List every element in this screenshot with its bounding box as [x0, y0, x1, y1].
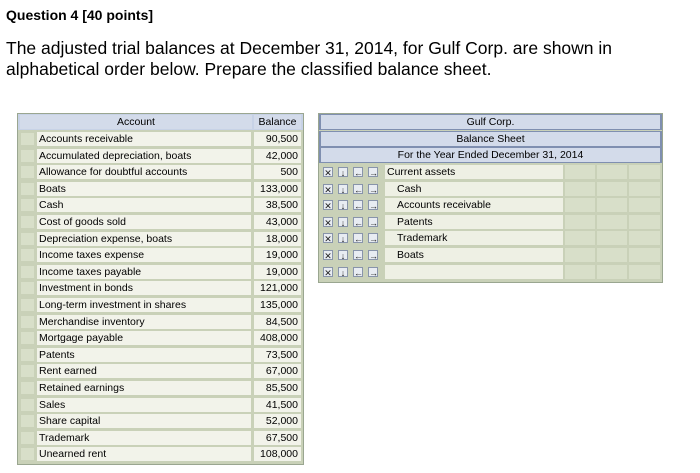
row-selector[interactable]	[21, 299, 34, 311]
indent-icon[interactable]: →	[369, 251, 378, 261]
table-row	[18, 164, 303, 180]
amount-cell[interactable]	[565, 165, 595, 179]
question-text: The adjusted trial balances at December 31, 2014, for Gulf Corp. are shown in alphabetical order below. Prepare the classified balance sheet.	[6, 38, 613, 79]
indent-icon[interactable]: →	[369, 267, 378, 278]
indent-icon[interactable]: →	[369, 217, 378, 228]
delete-row-icon[interactable]: ✕	[324, 251, 332, 261]
line-item-label[interactable]: Patents	[385, 215, 563, 229]
outdent-icon[interactable]: ←	[354, 267, 363, 278]
account-cell: Cost of goods sold	[37, 215, 251, 229]
account-cell: Investment in bonds	[37, 281, 251, 295]
account-cell: Accumulated depreciation, boats	[37, 149, 251, 163]
indent-icon[interactable]: →	[369, 184, 378, 195]
delete-row-icon[interactable]: ✕	[324, 201, 332, 212]
amount-cell[interactable]	[597, 182, 627, 196]
period-header	[319, 147, 662, 163]
amount-cell[interactable]	[629, 231, 660, 245]
balance-cell: 18,000	[254, 232, 301, 246]
balance-cell: 19,000	[254, 248, 301, 262]
balance-cell: 19,000	[254, 265, 301, 279]
table-row	[18, 247, 303, 263]
row-selector[interactable]	[21, 199, 34, 211]
account-cell: Cash	[37, 198, 251, 212]
amount-cell[interactable]	[565, 215, 595, 229]
amount-cell[interactable]	[565, 182, 595, 196]
balance-sheet-row	[319, 197, 662, 214]
row-selector[interactable]	[21, 216, 34, 228]
row-selector[interactable]	[21, 233, 34, 245]
balance-cell: 133,000	[254, 182, 301, 196]
table-row	[18, 347, 303, 363]
trial-balance-header	[18, 114, 303, 130]
account-cell: Mortgage payable	[37, 331, 251, 345]
insert-row-icon[interactable]: ↓	[338, 250, 348, 260]
row-selector[interactable]	[21, 382, 34, 394]
amount-cell[interactable]	[629, 215, 660, 229]
balance-cell: 85,500	[254, 381, 301, 395]
amount-cell[interactable]	[597, 265, 627, 279]
balance-sheet-row	[319, 181, 662, 198]
table-row	[18, 197, 303, 213]
table-row	[18, 413, 303, 429]
balance-sheet-row	[319, 247, 662, 264]
line-item-label[interactable]	[385, 265, 563, 279]
table-row	[18, 446, 303, 462]
table-row	[18, 314, 303, 330]
account-cell: Income taxes payable	[37, 265, 251, 279]
balance-cell: 90,500	[254, 132, 301, 146]
row-selector[interactable]	[21, 332, 34, 344]
account-cell: Share capital	[37, 414, 251, 428]
account-cell: Unearned rent	[37, 447, 251, 461]
statement-header	[319, 131, 662, 147]
table-row	[18, 181, 303, 197]
balance-sheet-row	[319, 264, 662, 281]
outdent-icon[interactable]: ←	[354, 184, 363, 195]
amount-cell[interactable]	[597, 248, 627, 262]
balance-cell: 500	[254, 165, 301, 179]
line-item-label[interactable]: Trademark	[385, 231, 563, 245]
amount-cell[interactable]	[629, 248, 660, 262]
row-selector[interactable]	[21, 448, 34, 460]
table-row	[18, 264, 303, 280]
insert-row-icon[interactable]: ↓	[338, 267, 348, 277]
table-row	[18, 280, 303, 296]
balance-cell: 52,000	[254, 414, 301, 428]
company-header	[319, 114, 662, 130]
row-selector[interactable]	[21, 249, 34, 261]
row-selector[interactable]	[21, 349, 34, 361]
table-row	[18, 297, 303, 313]
delete-row-icon[interactable]: ✕	[324, 267, 332, 278]
delete-row-icon[interactable]: ✕	[324, 184, 332, 195]
insert-row-icon[interactable]: ↓	[338, 200, 348, 210]
table-row	[18, 380, 303, 396]
account-cell: Patents	[37, 348, 251, 362]
amount-cell[interactable]	[597, 215, 627, 229]
delete-row-icon[interactable]: ✕	[324, 217, 332, 228]
row-selector[interactable]	[21, 316, 34, 328]
balance-cell: 73,500	[254, 348, 301, 362]
account-cell: Accounts receivable	[37, 132, 251, 146]
amount-cell[interactable]	[629, 198, 660, 212]
balance-cell: 84,500	[254, 315, 301, 329]
delete-row-icon[interactable]: ✕	[324, 234, 332, 245]
amount-cell[interactable]	[565, 265, 595, 279]
account-cell: Rent earned	[37, 364, 251, 378]
amount-cell[interactable]	[629, 265, 660, 279]
balance-column-header: Balance	[254, 115, 301, 129]
table-row	[18, 214, 303, 230]
balance-sheet-row	[319, 230, 662, 247]
account-cell: Depreciation expense, boats	[37, 232, 251, 246]
row-selector[interactable]	[21, 282, 34, 294]
insert-row-icon[interactable]: ↓	[338, 217, 348, 227]
table-row	[18, 363, 303, 379]
amount-cell[interactable]	[565, 248, 595, 262]
row-selector[interactable]	[21, 432, 34, 444]
indent-icon[interactable]: →	[369, 234, 378, 245]
line-item-label[interactable]: Boats	[385, 248, 563, 262]
balance-cell: 41,500	[254, 398, 301, 412]
account-cell: Long-term investment in shares	[37, 298, 251, 312]
row-selector[interactable]	[21, 415, 34, 427]
row-selector[interactable]	[21, 150, 34, 162]
statement-name: Balance Sheet	[321, 132, 660, 146]
account-cell: Sales	[37, 398, 251, 412]
balance-cell: 408,000	[254, 331, 301, 345]
line-item-label[interactable]: Accounts receivable	[385, 198, 563, 212]
account-cell: Merchandise inventory	[37, 315, 251, 329]
balance-cell: 121,000	[254, 281, 301, 295]
balance-sheet-row	[319, 214, 662, 231]
balance-cell: 67,500	[254, 431, 301, 445]
line-item-label[interactable]: Cash	[385, 182, 563, 196]
amount-cell[interactable]	[629, 165, 660, 179]
amount-cell[interactable]	[597, 231, 627, 245]
delete-row-icon[interactable]: ✕	[324, 168, 332, 178]
trial-balance-table	[17, 113, 304, 465]
balance-sheet-row	[319, 164, 662, 181]
balance-sheet-worksheet	[318, 113, 663, 283]
indent-icon[interactable]: →	[369, 201, 378, 212]
account-cell: Income taxes expense	[37, 248, 251, 262]
outdent-icon[interactable]: ←	[354, 251, 363, 261]
line-item-label[interactable]: Current assets	[385, 165, 563, 179]
company-name: Gulf Corp.	[321, 115, 660, 129]
table-row	[18, 148, 303, 164]
amount-cell[interactable]	[565, 231, 595, 245]
table-row	[18, 430, 303, 446]
amount-cell[interactable]	[597, 198, 627, 212]
outdent-icon[interactable]: ←	[354, 234, 363, 245]
balance-cell: 67,000	[254, 364, 301, 378]
insert-row-icon[interactable]: ↓	[338, 167, 348, 177]
row-selector[interactable]	[21, 399, 34, 411]
balance-cell: 38,500	[254, 198, 301, 212]
balance-cell: 43,000	[254, 215, 301, 229]
balance-cell: 135,000	[254, 298, 301, 312]
balance-cell: 42,000	[254, 149, 301, 163]
row-selector[interactable]	[21, 133, 34, 145]
balance-cell: 108,000	[254, 447, 301, 461]
question-title: Question 4 [40 points]	[6, 7, 154, 23]
account-column-header: Account	[20, 115, 252, 129]
row-selector[interactable]	[21, 365, 34, 377]
table-row	[18, 131, 303, 147]
insert-row-icon[interactable]: ↓	[338, 184, 348, 194]
outdent-icon[interactable]: ←	[354, 201, 363, 212]
statement-period: For the Year Ended December 31, 2014	[321, 148, 660, 162]
account-cell: Boats	[37, 182, 251, 196]
account-cell: Retained earnings	[37, 381, 251, 395]
indent-icon[interactable]: →	[369, 168, 378, 178]
amount-cell[interactable]	[629, 182, 660, 196]
table-row	[18, 397, 303, 413]
table-row	[18, 231, 303, 247]
row-selector[interactable]	[21, 266, 34, 278]
outdent-icon[interactable]: ←	[354, 168, 363, 178]
account-cell: Allowance for doubtful accounts	[37, 165, 251, 179]
outdent-icon[interactable]: ←	[354, 217, 363, 228]
account-cell: Trademark	[37, 431, 251, 445]
row-selector[interactable]	[21, 183, 34, 195]
amount-cell[interactable]	[597, 165, 627, 179]
row-selector[interactable]	[21, 166, 34, 178]
insert-row-icon[interactable]: ↓	[338, 233, 348, 243]
table-row	[18, 330, 303, 346]
amount-cell[interactable]	[565, 198, 595, 212]
